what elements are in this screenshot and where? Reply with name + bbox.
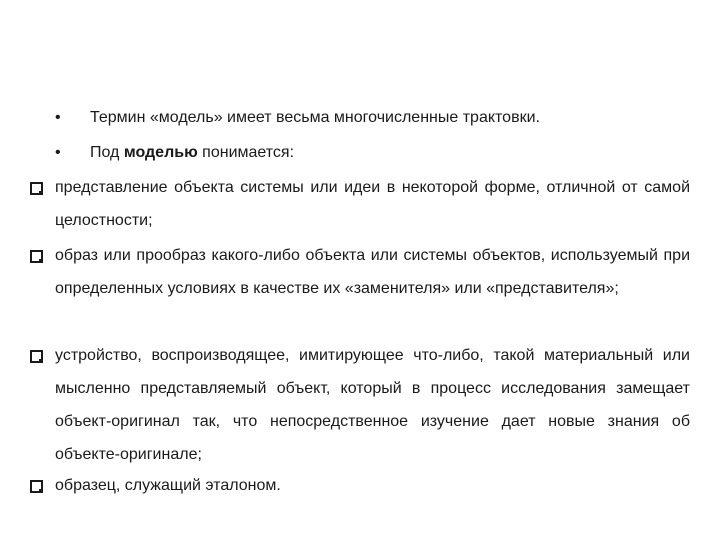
bullet-text: Термин «модель» имеет весьма многочисленные трактовки. bbox=[90, 109, 540, 126]
definition-item bbox=[30, 346, 690, 471]
definition-text: образец, служащий эталоном. bbox=[55, 477, 281, 494]
bullet-suffix: понимается: bbox=[197, 144, 295, 161]
bullet-marker: • bbox=[55, 144, 61, 161]
checkbox-icon bbox=[30, 250, 43, 263]
bullet-prefix: Под bbox=[90, 144, 124, 161]
definition-item bbox=[30, 246, 690, 305]
bullet-text bbox=[90, 143, 294, 163]
checkbox-icon bbox=[30, 480, 43, 493]
definition-text: образ или прообраз какого-либо объекта или системы объектов, используемый при определенных условиях в качестве их «заменителя» или «представителя»; bbox=[55, 247, 690, 297]
definition-text: устройство, воспроизводящее, имитирующее что-либо, такой материальный или мысленно представляемый объект, который в процесс исследования замещает объект-оригинал так, что непосредственное изучение дает новые знания об объекте-оригинале; bbox=[55, 347, 690, 463]
definition-item bbox=[30, 476, 690, 502]
checkbox-icon bbox=[30, 350, 43, 363]
checkbox-icon bbox=[30, 182, 43, 195]
bullet-bold-term: моделью bbox=[123, 144, 198, 161]
definition-item bbox=[30, 178, 690, 237]
definition-text: представление объекта системы или идеи в некоторой форме, отличной от самой целостности; bbox=[55, 179, 690, 229]
bullet-marker: • bbox=[55, 109, 61, 126]
